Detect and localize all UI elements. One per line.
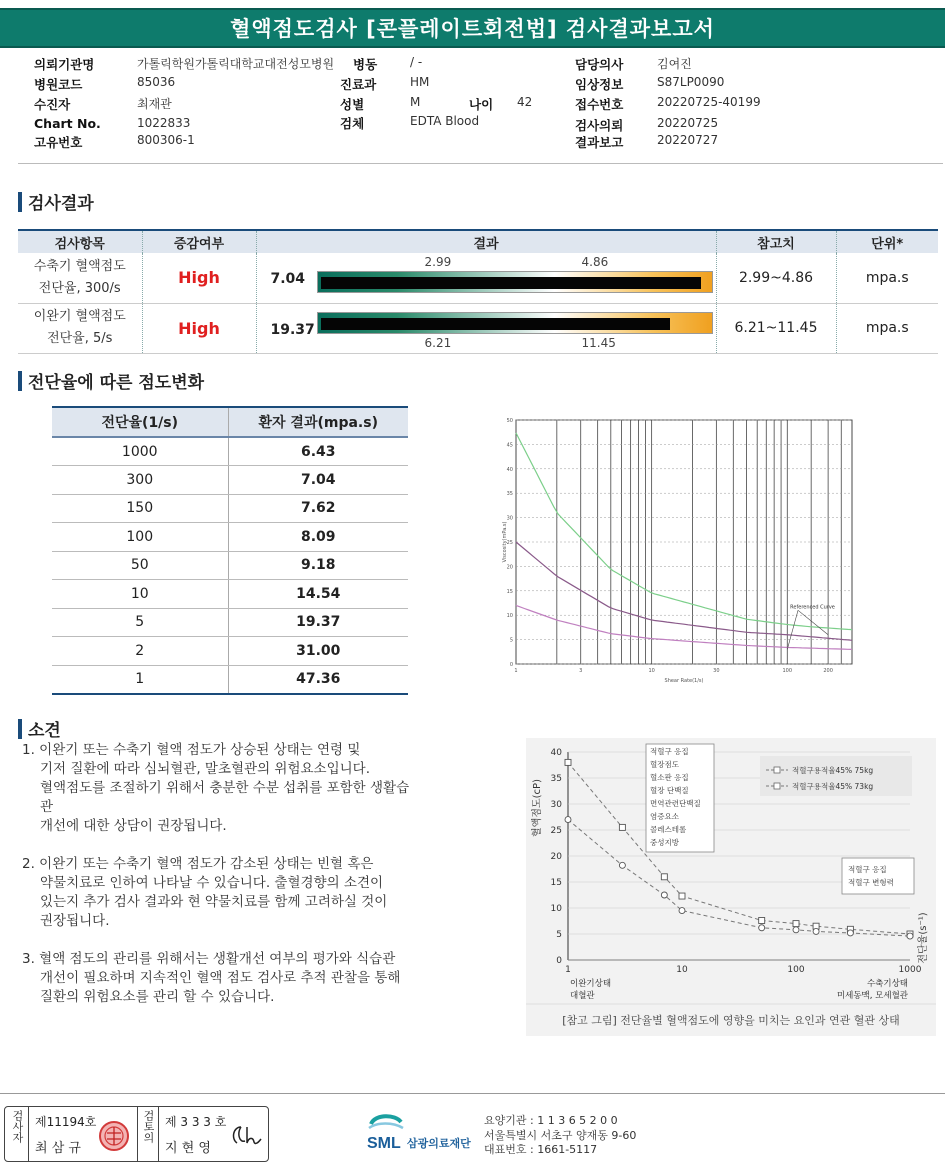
opinion-paragraph	[22, 950, 422, 1007]
factor-label: 적혈구 응집	[848, 865, 887, 874]
factor-label: 중성지방	[650, 838, 679, 847]
factor-label: 적혈구 변형력	[848, 878, 894, 887]
y-tick-label: 50	[506, 418, 513, 424]
y-tick-label: 5	[556, 930, 562, 940]
shear-rate: 5	[52, 608, 228, 637]
unique-label: 고유번호	[34, 135, 83, 150]
y-tick-label: 30	[550, 800, 562, 810]
signature-icon	[227, 1121, 265, 1151]
x-tick-label: 1	[565, 965, 571, 975]
result-value: 7.04	[270, 271, 306, 287]
tester-no: 제11194호	[35, 1115, 97, 1129]
report-date-value: 20220727	[657, 133, 719, 147]
heading-bar	[18, 719, 22, 739]
x-region-label: 대혈관	[570, 991, 595, 1001]
info-divider	[18, 163, 943, 164]
factor-label: 면역관련단백질	[650, 799, 701, 808]
shear-heading-text: 전단율에 따른 점도변화	[28, 373, 205, 393]
y-tick-label: 40	[550, 748, 562, 758]
sex-value: M	[410, 95, 421, 109]
opinion-line: 약물치료로 인하여 나타날 수 있습니다. 출혈경향의 소견이	[40, 875, 384, 891]
unit: mpa.s	[836, 303, 938, 353]
patient-result: 7.04	[228, 466, 408, 495]
chart-label: Chart No.	[34, 116, 101, 131]
hospital-code-label: 병원코드	[34, 77, 83, 92]
table-row	[52, 637, 408, 666]
annotation-label: Referenced Curve	[790, 604, 835, 611]
opinion-text	[22, 741, 422, 1026]
verifier-no: 제 3 3 3 호	[165, 1115, 227, 1129]
data-point	[907, 933, 913, 939]
y-tick-label: 0	[509, 662, 513, 668]
patient-result: 47.36	[228, 665, 408, 694]
org-name: 삼광의료재단	[407, 1137, 471, 1150]
opinion-line: 3. 혈액 점도의 관리를 위해서는 생활개선 여부의 평가와 식습관	[22, 951, 396, 967]
legend-marker	[774, 783, 780, 789]
factor-label: 염증요소	[650, 812, 679, 821]
patient-label: 수진자	[34, 97, 71, 112]
x-region-label: 수축기상태	[866, 979, 908, 989]
verifier-name: 지 현 영	[165, 1141, 211, 1156]
x-region-label: 미세동맥, 모세혈관	[836, 991, 908, 1001]
y-tick-label: 40	[506, 466, 513, 473]
chart-value: 1022833	[137, 116, 191, 130]
tick-high: 4.86	[581, 255, 609, 269]
y-tick-label: 35	[550, 774, 562, 784]
doctor-value: 김여진	[657, 57, 692, 71]
table-row	[52, 665, 408, 694]
y-tick-label: 15	[506, 588, 513, 595]
specimen-label: 검체	[340, 116, 365, 131]
y-tick-label: 15	[550, 878, 562, 888]
report-date-label: 결과보고	[575, 135, 624, 150]
patient-result: 9.18	[228, 551, 408, 580]
y-axis-label: 혈액점도(cP)	[532, 779, 543, 837]
data-point	[679, 893, 685, 899]
x-tick-label: 100	[787, 965, 805, 975]
ward-label: 병동	[353, 57, 378, 72]
opinion-line: 2. 이완기 또는 수축기 혈액 점도가 감소된 상태는 빈혈 혹은	[22, 856, 374, 872]
x-tick-label: 3	[579, 668, 583, 674]
x-axis-label: Shear Rate(1/s)	[664, 678, 704, 684]
data-point	[565, 817, 571, 823]
ref-range: 2.99~4.86	[716, 253, 836, 303]
viscosity-chart	[500, 410, 870, 690]
opinion-line: 있는지 추가 검사 결과와 현 약물치료를 함께 고려하실 것이	[40, 894, 388, 910]
col-flag: 증감여부	[142, 230, 256, 253]
col-unit: 단위*	[836, 230, 938, 253]
x-tick-label: 100	[782, 668, 793, 674]
request-value: 20220725	[657, 116, 719, 130]
y-axis-right-label: 전단율(s⁻¹)	[918, 912, 929, 964]
opinion-line: 질환의 위험요소를 관리 할 수 있습니다.	[40, 989, 275, 1005]
y-tick-label: 45	[506, 442, 513, 449]
institution-label: 의뢰기관명	[34, 57, 95, 72]
opinion-paragraph	[22, 741, 422, 836]
verifier-label: 검토의	[142, 1110, 155, 1143]
footer-divider	[0, 1093, 945, 1094]
shear-rate: 10	[52, 580, 228, 609]
flag-badge: High	[178, 318, 220, 338]
factor-box-2	[842, 858, 914, 894]
opinion-heading-text: 소견	[28, 721, 61, 741]
chart-caption: [참고 그림] 전단율별 혈액점도에 영향을 미치는 요인과 연관 혈관 상태	[562, 1014, 900, 1027]
opinion-line: 혈액점도를 조절하기 위해서 충분한 수분 섭취를 포함한 생활습관	[40, 780, 410, 815]
x-tick-label: 200	[823, 668, 833, 674]
report-title: 혈액점도검사 [콘플레이트회전법] 검사결과보고서	[230, 17, 715, 41]
table-row	[52, 580, 408, 609]
x-tick-label: 10	[676, 965, 688, 975]
y-tick-label: 20	[550, 852, 562, 862]
data-point	[661, 892, 667, 898]
sex-label: 성별	[340, 97, 365, 112]
dept-value: HM	[410, 75, 430, 89]
patient-result: 19.37	[228, 608, 408, 637]
opinion-line: 개선이 필요하며 지속적인 혈액 점도 검사로 추적 관찰을 통해	[40, 970, 401, 986]
dept-label: 진료과	[340, 77, 377, 92]
col-item: 검사항목	[18, 230, 142, 253]
result-cell	[256, 253, 716, 303]
table-row	[52, 551, 408, 580]
gauge-fill	[321, 318, 670, 330]
patient-result: 7.62	[228, 494, 408, 523]
result-value: 19.37	[270, 321, 315, 338]
unique-value: 800306-1	[137, 133, 195, 147]
table-row	[52, 494, 408, 523]
factor-label: 적혈구 응집	[650, 747, 689, 756]
shear-rate: 1	[52, 665, 228, 694]
doctor-label: 담당의사	[575, 57, 624, 72]
legend-marker	[774, 767, 780, 773]
results-table	[18, 229, 938, 354]
table-row	[18, 303, 938, 353]
report-title-bar	[0, 8, 945, 48]
y-tick-label: 0	[556, 956, 562, 966]
age-value: 42	[517, 95, 533, 109]
y-tick-label: 25	[506, 540, 513, 546]
shear-rate: 150	[52, 494, 228, 523]
data-point	[619, 824, 625, 830]
sml-logo-icon	[365, 1112, 483, 1154]
opinion-line: 기저 질환에 따라 심뇌혈관, 말초혈관의 위험요소입니다.	[40, 761, 370, 777]
logo-text: SML	[367, 1135, 401, 1152]
opinion-paragraph	[22, 855, 422, 931]
age-label: 나이	[469, 97, 494, 112]
hospital-code-value: 85036	[137, 75, 176, 89]
data-point	[793, 921, 799, 927]
phone: 대표번호 : 1661-5117	[484, 1143, 598, 1156]
data-point	[661, 874, 667, 880]
patient-result: 14.54	[228, 580, 408, 609]
sml-logo	[365, 1112, 483, 1158]
result-cell	[256, 303, 716, 353]
opinion-line: 1. 이완기 또는 수축기 혈액 점도가 상승된 상태는 연령 및	[22, 742, 361, 758]
col-patient-result: 환자 결과(mpa.s)	[228, 407, 408, 437]
patient-result: 31.00	[228, 637, 408, 666]
shear-rate: 300	[52, 466, 228, 495]
factor-label: 혈장점도	[650, 760, 679, 769]
opinion-line: 개선에 대한 상담이 권장됩니다.	[40, 818, 227, 834]
ward-value: / -	[410, 55, 423, 69]
table-row	[52, 608, 408, 637]
tester-name: 최 삼 규	[35, 1141, 81, 1156]
result-gauge	[317, 271, 713, 293]
request-label: 검사의뢰	[575, 118, 624, 133]
results-section-heading	[18, 189, 94, 214]
seal-stamp-icon	[95, 1119, 133, 1153]
shear-rate: 2	[52, 637, 228, 666]
patient-result: 6.43	[228, 437, 408, 466]
y-tick-label: 20	[506, 564, 513, 571]
y-axis-label: Viscosity(mPa.s)	[502, 521, 508, 563]
y-tick-label: 25	[550, 826, 562, 836]
table-row	[52, 437, 408, 466]
data-point	[619, 862, 625, 868]
shear-rate: 50	[52, 551, 228, 580]
shear-table	[52, 406, 408, 695]
table-row	[52, 466, 408, 495]
x-tick-label: 1	[514, 668, 518, 674]
results-heading-text: 검사결과	[28, 194, 94, 214]
data-point	[759, 917, 765, 923]
y-tick-label: 10	[550, 904, 562, 914]
heading-bar	[18, 371, 22, 391]
opinion-section-heading	[18, 716, 61, 741]
y-tick-label: 30	[506, 515, 513, 522]
tester-label: 검사자	[11, 1110, 24, 1143]
specimen-value: EDTA Blood	[410, 114, 480, 128]
y-tick-label: 5	[509, 637, 513, 644]
x-tick-label: 30	[713, 668, 720, 674]
factor-label: 혈소판 응집	[650, 773, 689, 782]
flag-badge: High	[178, 268, 220, 288]
col-shear-rate: 전단율(1/s)	[52, 407, 228, 437]
table-row	[52, 523, 408, 552]
data-point	[679, 908, 685, 914]
result-gauge	[317, 312, 713, 334]
item-name: 수축기 혈액점도 전단율, 300/s	[33, 258, 126, 296]
data-point	[847, 930, 853, 936]
reference-chart	[526, 738, 936, 1038]
care-no: 요양기관 : 1 1 3 6 5 2 0 0	[484, 1114, 618, 1127]
heading-bar	[18, 192, 22, 212]
ref-range: 6.21~11.45	[716, 303, 836, 353]
unit: mpa.s	[836, 253, 938, 303]
y-tick-label: 35	[506, 491, 513, 498]
tick-low: 2.99	[424, 255, 452, 269]
x-tick-label: 1000	[898, 965, 922, 975]
shear-rate: 1000	[52, 437, 228, 466]
x-region-label: 이완기상태	[570, 979, 612, 989]
opinion-line: 권장됩니다.	[40, 913, 110, 929]
legend-label: 적혈구용적율45% 73kg	[792, 782, 874, 791]
address: 서울특별시 서초구 양재동 9-60	[484, 1128, 637, 1142]
patient-result: 8.09	[228, 523, 408, 552]
gauge-fill	[321, 277, 701, 289]
table-row	[18, 253, 938, 303]
legend-label: 적혈구용적율45% 75kg	[792, 766, 874, 775]
signature-box	[4, 1106, 269, 1162]
institution-value: 가톨릭학원가톨릭대학교대전성모병원	[137, 57, 335, 71]
receipt-value: 20220725-40199	[657, 95, 761, 109]
x-tick-label: 10	[648, 668, 655, 674]
clinical-value: S87LP0090	[657, 75, 725, 89]
patient-value: 최재관	[137, 97, 172, 111]
shear-rate: 100	[52, 523, 228, 552]
item-name: 이완기 혈액점도 전단율, 5/s	[33, 309, 126, 346]
factor-label: 콜레스테롤	[650, 825, 687, 834]
shear-section-heading	[18, 368, 204, 393]
col-result: 결과	[256, 230, 716, 253]
clinical-label: 임상정보	[575, 77, 624, 92]
tick-high: 11.45	[581, 335, 616, 350]
y-tick-label: 10	[506, 613, 513, 620]
data-point	[813, 928, 819, 934]
data-point	[759, 925, 765, 931]
data-point	[793, 927, 799, 933]
org-info	[484, 1114, 636, 1158]
col-ref: 참고치	[716, 230, 836, 253]
data-point	[565, 759, 571, 765]
factor-label: 혈장 단백질	[650, 786, 689, 795]
receipt-label: 접수번호	[575, 97, 624, 112]
tick-low: 6.21	[424, 335, 452, 350]
